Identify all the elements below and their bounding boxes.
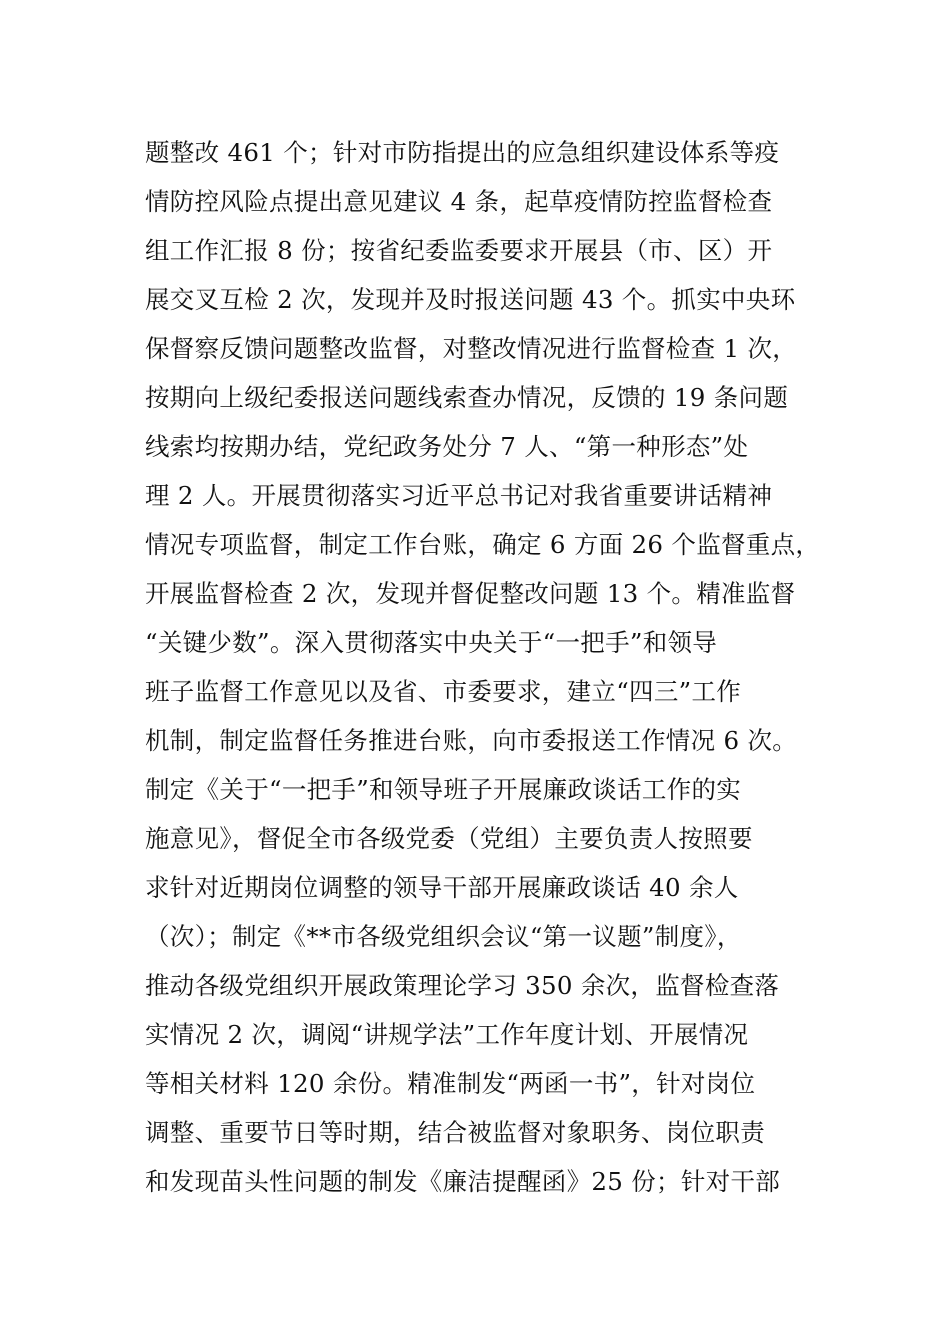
- body-text: [145, 128, 845, 1206]
- text-line: 题整改 461 个；针对市防指提出的应急组织建设体系等疫: [145, 138, 780, 167]
- text-line: 情防控风险点提出意见建议 4 条，起草疫情防控监督检查: [145, 187, 773, 216]
- text-line: 推动各级党组织开展政策理论学习 350 余次，监督检查落: [145, 971, 780, 1000]
- text-line: 保督察反馈问题整改监督，对整改情况进行监督检查 1 次，: [145, 334, 798, 363]
- text-line: 等相关材料 120 余份。精准制发“两函一书”，针对岗位: [145, 1069, 756, 1098]
- text-line: 线索均按期办结，党纪政务处分 7 人、“第一种形态”处: [145, 432, 749, 461]
- text-line: 理 2 人。开展贯彻落实习近平总书记对我省重要讲话精神: [145, 481, 773, 510]
- text-line: “关键少数”。深入贯彻落实中央关于“一把手”和领导: [145, 628, 718, 657]
- text-line: 班子监督工作意见以及省、市委要求，建立“四三”工作: [145, 677, 742, 706]
- text-line: 施意见》，督促全市各级党委（党组）主要负责人按照要: [145, 824, 753, 853]
- text-line: （次）；制定《**市各级党组织会议“第一议题”制度》，: [145, 922, 742, 951]
- text-line: 和发现苗头性问题的制发《廉洁提醒函》25 份；针对干部: [145, 1167, 781, 1196]
- text-line: 组工作汇报 8 份；按省纪委监委要求开展县（市、区）开: [145, 236, 773, 265]
- text-line: 展交叉互检 2 次，发现并及时报送问题 43 个。抓实中央环: [145, 285, 796, 314]
- text-line: 按期向上级纪委报送问题线索查办情况，反馈的 19 条问题: [145, 383, 789, 412]
- text-line: 求针对近期岗位调整的领导干部开展廉政谈话 40 余人: [145, 873, 739, 902]
- text-line: 情况专项监督，制定工作台账，确定 6 方面 26 个监督重点，: [145, 530, 821, 559]
- text-line: 调整、重要节日等时期，结合被监督对象职务、岗位职责: [145, 1118, 765, 1147]
- text-line: 机制，制定监督任务推进台账，向市委报送工作情况 6 次。: [145, 726, 798, 755]
- text-line: 实情况 2 次，调阅“讲规学法”工作年度计划、开展情况: [145, 1020, 749, 1049]
- text-line: 制定《关于“一把手”和领导班子开展廉政谈话工作的实: [145, 775, 742, 804]
- text-line: 开展监督检查 2 次，发现并督促整改问题 13 个。精准监督: [145, 579, 796, 608]
